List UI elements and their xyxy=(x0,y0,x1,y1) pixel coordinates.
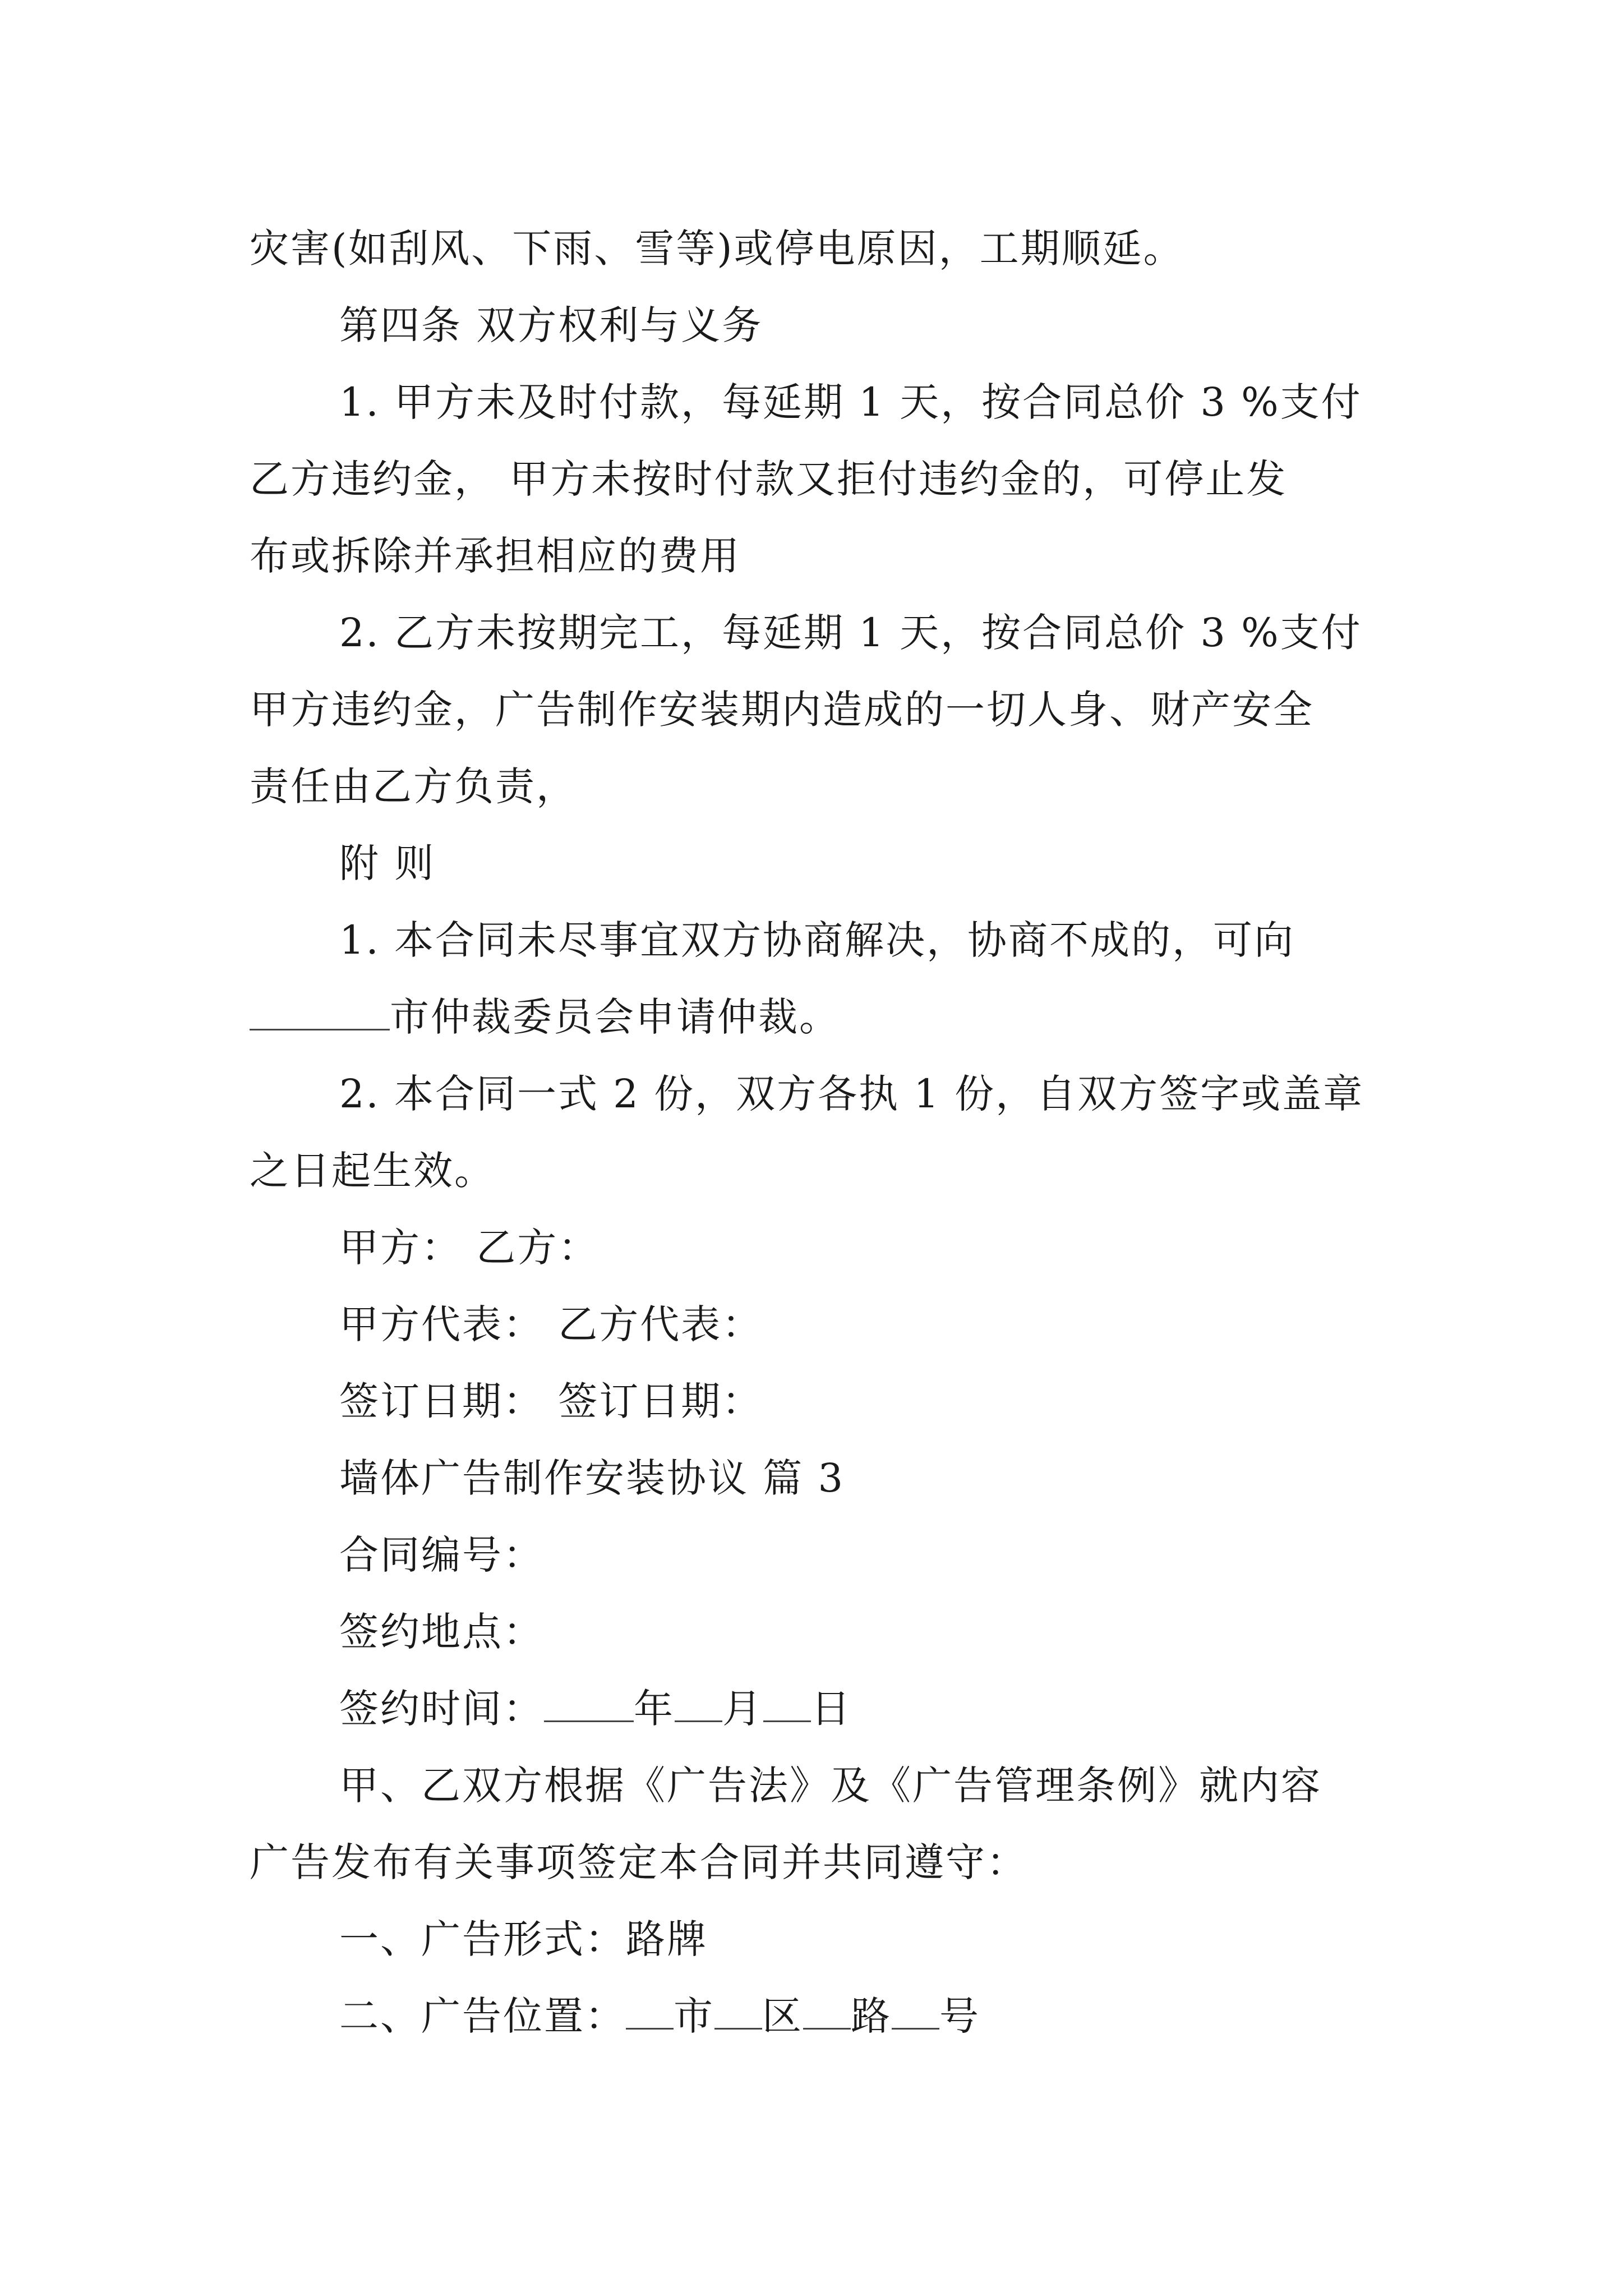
blank-fill-line xyxy=(626,1995,674,2030)
signature-parties xyxy=(250,1209,1388,1286)
paragraph-disaster-delay xyxy=(250,210,1388,287)
blank-fill-line xyxy=(544,1688,634,1722)
text-line xyxy=(339,1671,1388,1747)
text-line xyxy=(250,979,1388,1056)
blank-fill-line xyxy=(803,1995,851,2030)
blank-fill-line xyxy=(250,996,390,1030)
paragraph-arbitration xyxy=(250,902,1388,1056)
contract-number-field xyxy=(250,1517,1388,1594)
blank-fill-line xyxy=(892,1995,939,2030)
signature-representatives xyxy=(250,1286,1388,1363)
signature-dates xyxy=(250,1363,1388,1440)
text-fragment: 二、广告位置： xyxy=(339,1993,626,2039)
text-line: 甲方违约金，广告制作安装期内造成的一切人身、财产安全 xyxy=(250,687,1314,733)
text-line: 2. 乙方未按期完工，每延期 1 天，按合同总价 3 %支付 xyxy=(339,610,1362,656)
text-fragment: 市仲裁委员会申请仲裁。 xyxy=(390,994,840,1040)
text-line: 签约地点： xyxy=(339,1609,544,1655)
text-line: 甲、乙双方根据《广告法》及《广告管理条例》就内容 xyxy=(339,1763,1322,1809)
text-fragment: 年 xyxy=(634,1686,675,1732)
ad-form-item xyxy=(250,1901,1388,1978)
text-fragment: 日 xyxy=(811,1686,852,1732)
text-fragment: 号 xyxy=(939,1993,980,2039)
paragraph-party-a-late-payment xyxy=(250,364,1388,595)
text-line: 附 则 xyxy=(339,840,436,886)
text-line xyxy=(339,1978,1388,2055)
blank-fill-line xyxy=(763,1688,811,1722)
paragraph-copies xyxy=(250,1056,1388,1209)
blank-fill-line xyxy=(714,1995,762,2030)
paragraph-legal-basis xyxy=(250,1747,1388,1901)
text-line: 墙体广告制作安装协议 篇 3 xyxy=(339,1455,845,1501)
text-fragment: 路 xyxy=(851,1993,892,2039)
signing-location-field xyxy=(250,1594,1388,1671)
text-line: 一、广告形式：路牌 xyxy=(339,1916,708,1962)
text-line: 合同编号： xyxy=(339,1532,544,1578)
text-fragment: 市 xyxy=(674,1993,714,2039)
document-body xyxy=(250,210,1388,2055)
agreement-title-part-three xyxy=(250,1440,1388,1517)
text-line: 第四条 双方权利与义务 xyxy=(339,302,763,348)
text-line: 责任由乙方负责， xyxy=(250,763,577,809)
text-line: 布或拆除并承担相应的费用 xyxy=(250,533,741,579)
text-line: 甲方： 乙方： xyxy=(339,1225,600,1271)
text-line: 乙方违约金， 甲方未按时付款又拒付违约金的，可停止发 xyxy=(250,456,1288,502)
section-heading-article-four xyxy=(250,287,1388,364)
text-line: 2. 本合同一式 2 份，双方各执 1 份，自双方签字或盖章 xyxy=(339,1071,1364,1117)
text-line: 灾害(如刮风、下雨、雪等)或停电原因，工期顺延。 xyxy=(250,226,1184,272)
text-line: 广告发布有关事项签定本合同并共同遵守： xyxy=(250,1839,1027,1885)
text-line: 签订日期： 签订日期： xyxy=(339,1378,763,1424)
section-heading-supplementary xyxy=(250,825,1388,902)
text-fragment: 签约时间： xyxy=(339,1686,544,1732)
blank-fill-line xyxy=(675,1688,722,1722)
text-line: 1. 本合同未尽事宜双方协商解决，协商不成的，可向 xyxy=(339,917,1295,963)
ad-location-item xyxy=(250,1978,1388,2055)
paragraph-party-b-late-completion xyxy=(250,595,1388,825)
text-fragment: 区 xyxy=(762,1993,803,2039)
signing-time-field xyxy=(250,1671,1388,1747)
text-line: 1. 甲方未及时付款，每延期 1 天，按合同总价 3 %支付 xyxy=(339,379,1362,425)
text-fragment: 月 xyxy=(722,1686,763,1732)
text-line: 甲方代表： 乙方代表： xyxy=(339,1301,763,1347)
text-line: 之日起生效。 xyxy=(250,1148,495,1194)
